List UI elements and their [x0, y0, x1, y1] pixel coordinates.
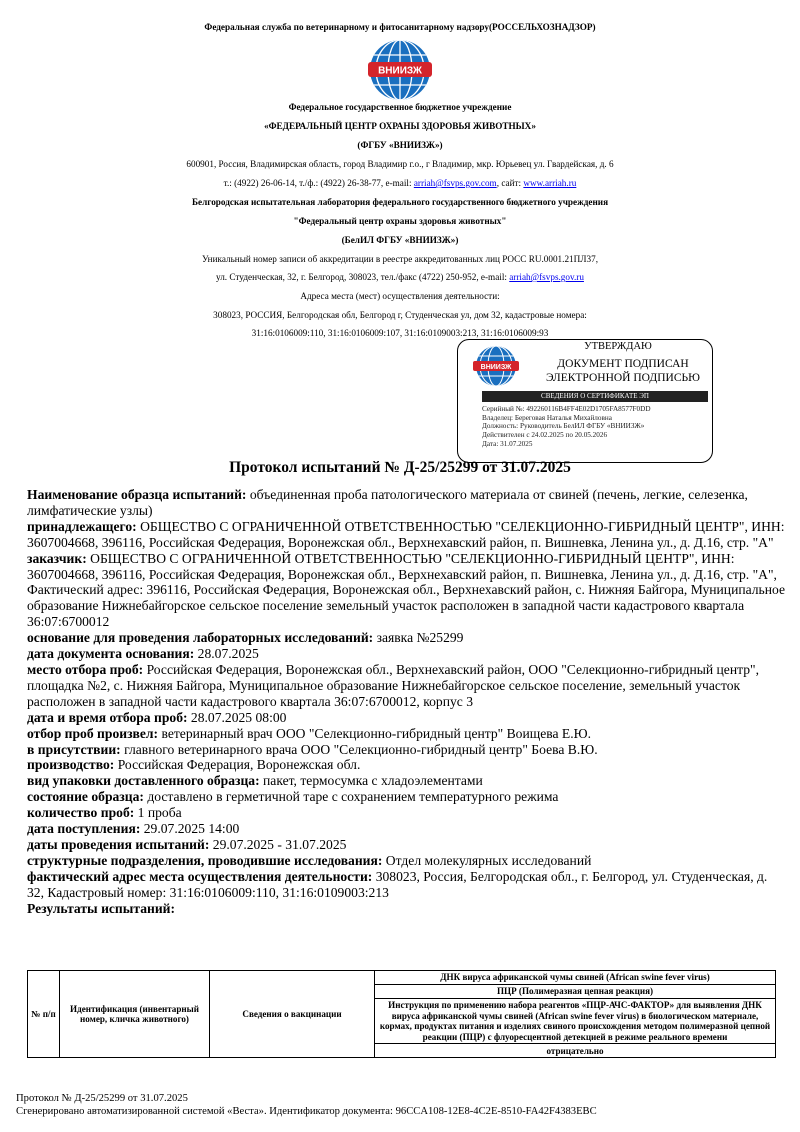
lab-line1: Белгородская испытательная лаборатория федерального государственного бюджетного учреждения — [191, 197, 609, 207]
stamp-owner: Владелец: Береговая Наталья Михайловна — [482, 413, 612, 422]
stamp-date: Дата: 31.07.2025 — [482, 439, 533, 448]
field-results-heading: Результаты испытаний: — [27, 900, 176, 916]
institution-short: (ФГБУ «ВНИИЗЖ») — [357, 140, 443, 150]
field-test-dates: даты проведения испытаний: 29.07.2025 - 31.07.2025 — [27, 836, 347, 852]
field-customer: заказчик: ОБЩЕСТВО С ОГРАНИЧЕННОЙ ОТВЕТСТВЕННОСТЬЮ "СЕЛЕКЦИОННО-ГИБРИДНЫЙ ЦЕНТР", ИНН: 3607004668, 396116, Российская Федерация, Воронежская обл., Верхнехавский район, п. Вишневка, Ленина ул., д. Д.16, стр. "А", Фактический адрес: 396116, Российская Федерация, Воронежская обл., Верхнехавский район, с. Нижняя Байгора, Муниципальное образование Нижнебайгорское сельское поселение земельный участок расположен в западной части кадастрового квартала 36:07:6700012 — [27, 550, 786, 630]
field-sample-state: состояние образца: доставлено в герметичной таре с сохранением температурного режима — [27, 789, 559, 805]
col-num-header: № п/п — [28, 971, 60, 1058]
agency-line: Федеральная служба по ветеринарному и фитосанитарному надзору(РОССЕЛЬХОЗНАДЗОР) — [204, 22, 596, 32]
instruction-header: Инструкция по применению набора реагентов «ПЦР-АЧС-ФАКТОР» для выявления ДНК вируса африканской чумы свиней (African swine fever virus) в биологическом материале, кормах, продуктах питания и изделиях свиного происхождения методом полимеразной цепной реакции (ПЦР) с флуоресцентной детекцией в режиме реального времени — [375, 999, 776, 1044]
col-id-header: Идентификация (инвентарный номер, кличка животного) — [60, 971, 210, 1058]
field-basis-date: дата документа основания: 28.07.2025 — [27, 646, 259, 662]
lab-line2: "Федеральный центр охраны здоровья животных" — [293, 216, 507, 226]
activity-address: 308023, РОССИЯ, Белгородская обл, Белгород г, Студенческая ул, дом 32, кадастровые номера: — [213, 310, 587, 320]
signature-stamp — [457, 339, 713, 463]
field-actual-address: фактический адрес места осуществления деятельности: 308023, Россия, Белгородская обл., г. Белгород, ул. Студенческая, д. 32, Кадастровый номер: 31:16:0106009:110, 31:16:0109003:213 — [27, 868, 768, 900]
institution-address: 600901, Россия, Владимирская область, город Владимир г.о., г Владимир, мкр. Юрьевец ул. Гвардейская, д. 6 — [186, 159, 614, 169]
stamp-cert-bar: СВЕДЕНИЯ О СЕРТИФИКАТЕ ЭП — [482, 391, 708, 402]
results-table — [27, 970, 776, 1058]
stamp-logo — [470, 344, 522, 388]
stamp-logo-text: ВНИИЗЖ — [480, 364, 512, 371]
field-basis: основание для проведения лабораторных исследований: заявка №25299 — [27, 630, 464, 646]
field-sample-count: количество проб: 1 проба — [27, 805, 182, 821]
field-received-date: дата поступления: 29.07.2025 14:00 — [27, 821, 240, 837]
accreditation: Уникальный номер записи об аккредитации в реестре аккредитованных лиц РОСС RU.0001.21ПЛ37, — [201, 254, 598, 264]
activity-title: Адреса места (мест) осуществления деятельности: — [300, 291, 500, 301]
lab-email-link[interactable]: arriah@fsvps.gov.ru — [509, 272, 584, 282]
result-cell: отрицательно — [375, 1044, 776, 1058]
field-sampled-by: отбор проб произвел: ветеринарный врач ООО "Селекционно-гибридный центр" Воищева Е.Ю. — [27, 725, 591, 741]
field-production: производство: Российская Федерация, Воронежская обл. — [27, 757, 361, 773]
stamp-cert-details — [482, 405, 651, 449]
stamp-signed: ДОКУМЕНТ ПОДПИСАН ЭЛЕКТРОННОЙ ПОДПИСЬЮ — [546, 358, 700, 384]
lab-short: (БелИЛ ФГБУ «ВНИИЗЖ») — [341, 235, 459, 245]
vniizzh-logo — [365, 35, 435, 105]
institution-type: Федеральное государственное бюджетное учреждение — [288, 102, 512, 112]
field-sample-name: Наименование образца испытаний: объединенная проба патологического материала от свиней (печень, легкие, селезенка, лимфатические узлы) — [27, 487, 748, 518]
stamp-approve: УТВЕРЖДАЮ — [584, 341, 652, 352]
protocol-title: Протокол испытаний № Д-25/25299 от 31.07.2025 — [229, 459, 571, 476]
institution-contacts: т.: (4922) 26-06-14, т./ф.: (4922) 26-38-77, e-mail: arriah@fsvps.gov.com, сайт: www.arriah.ru — [223, 178, 577, 188]
lab-address: ул. Студенческая, 32, г. Белгород, 308023, тел./факс (4722) 250-952, e-mail: arriah@fsvps.gov.ru — [216, 272, 584, 282]
institution-name: «ФЕДЕРАЛЬНЫЙ ЦЕНТР ОХРАНЫ ЗДОРОВЬЯ ЖИВОТНЫХ» — [264, 121, 536, 131]
page-footer — [16, 1092, 597, 1118]
method-header: ПЦР (Полимеразная цепная реакция) — [375, 985, 776, 999]
field-packaging: вид упаковки доставленного образца: пакет, термосумка с хладоэлементами — [27, 773, 483, 789]
stamp-position: Должность: Руководитель БелИЛ ФГБУ «ВНИИЗЖ» — [482, 422, 645, 431]
logo-text: ВНИИЗЖ — [378, 65, 422, 77]
protocol-fields — [27, 487, 787, 916]
field-sampling-datetime: дата и время отбора проб: 28.07.2025 08:00 — [27, 709, 287, 725]
table-header-row — [28, 971, 776, 985]
field-sampling-place: место отбора проб: Российская Федерация, Воронежская обл., Верхнехавский район, ООО "Селекционно-гибридный центр", площадка №2, с. Нижняя Байгора, Муниципальное образование Нижнебайгорское сельское поселение, земельный участок расположен в западной части кадастрового квартала 36:07:6700012, корпус 3 — [27, 661, 759, 709]
footer-protocol: Протокол № Д-25/25299 от 31.07.2025 — [16, 1093, 188, 1104]
disease-header: ДНК вируса африканской чумы свиней (African swine fever virus) — [375, 971, 776, 985]
field-departments: структурные подразделения, проводившие исследования: Отдел молекулярных исследований — [27, 852, 592, 868]
email-link[interactable]: arriah@fsvps.gov.com — [413, 178, 497, 188]
cadastral-numbers: 31:16:0106009:110, 31:16:0106009:107, 31:16:0109003:213, 31:16:0106009:93 — [251, 328, 549, 338]
col-vacc-header: Сведения о вакцинации — [210, 971, 375, 1058]
field-owner: принадлежащего: ОБЩЕСТВО С ОГРАНИЧЕННОЙ ОТВЕТСТВЕННОСТЬЮ "СЕЛЕКЦИОННО-ГИБРИДНЫЙ ЦЕНТР", ИНН: 3607004668, 396116, Российская Федерация, Воронежская обл., Верхнехавский район, п. Вишневка, Ленина ул., д. Д.16, стр. "А" — [27, 518, 785, 550]
footer-generated: Сгенерировано автоматизированной системой «Веста». Идентификатор документа: 96CCA108-12E8-4C2E-8510-FA42F4383EBC — [16, 1106, 597, 1117]
stamp-serial: Серийный №: 492260116B4FF4E02D1705FA8577F0DD — [482, 405, 651, 413]
site-link[interactable]: www.arriah.ru — [523, 178, 577, 188]
stamp-valid: Действителен с 24.02.2025 по 20.05.2026 — [482, 431, 608, 440]
field-in-presence: в присутствии: главного ветеринарного врача ООО "Селекционно-гибридный центр" Боева В.Ю. — [27, 741, 598, 757]
